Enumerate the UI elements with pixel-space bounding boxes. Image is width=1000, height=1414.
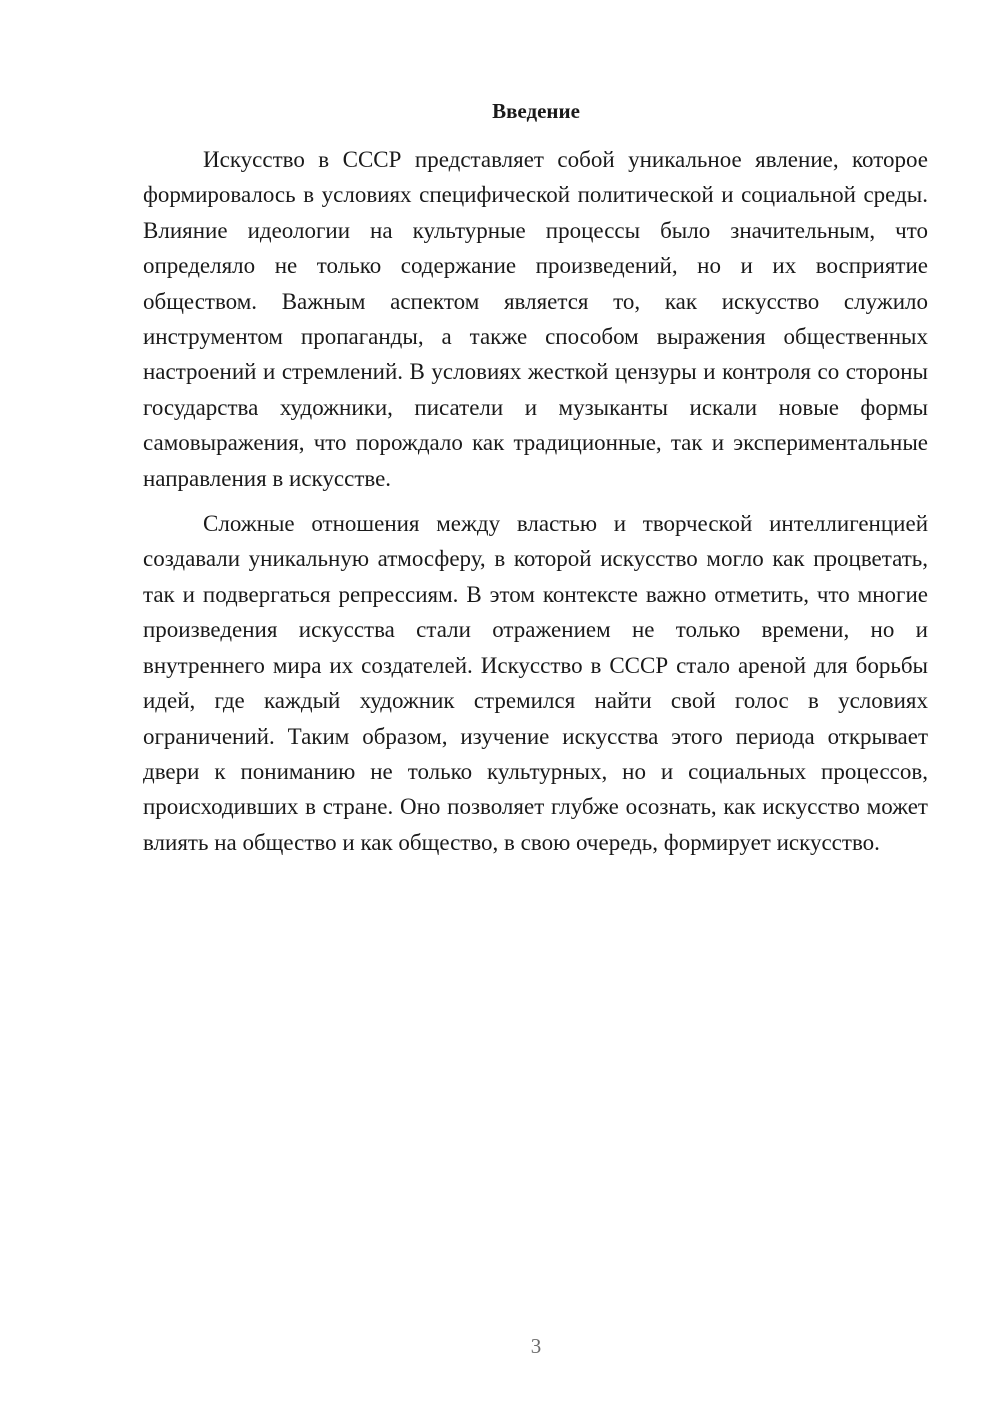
page-title: Введение	[492, 99, 580, 123]
body-text	[143, 142, 928, 860]
page-number: 3	[530, 1334, 542, 1358]
paragraph-2: Сложные отношения между властью и творческой интеллигенцией создавали уникальную атмосферу, в которой искусство могло как процветать, так и подвергаться репрессиям. В этом контексте важно отметить, что многие произведения искусства стали отражением не только времени, но и внутреннего мира их создателей. Искусство в СССР стало ареной для борьбы идей, где каждый художник стремился найти свой голос в условиях ограничений. Таким образом, изучение искусства этого периода открывает двери к пониманию не только культурных, но и социальных процессов, происходивших в стране. Оно позволяет глубже осознать, как искусство может влиять на общество и как общество, в свою очередь, формирует искусство.	[143, 511, 928, 855]
paragraph-1: Искусство в СССР представляет собой уникальное явление, которое формировалось в условиях специфической политической и социальной среды. Влияние идеологии на культурные процессы было значительным, что определяло не только содержание произведений, но и их восприятие обществом. Важным аспектом является то, как искусство служило инструментом пропаганды, а также способом выражения общественных настроений и стремлений. В условиях жесткой цензуры и контроля со стороны государства художники, писатели и музыканты искали новые формы самовыражения, что порождало как традиционные, так и экспериментальные направления в искусстве.	[143, 147, 928, 491]
